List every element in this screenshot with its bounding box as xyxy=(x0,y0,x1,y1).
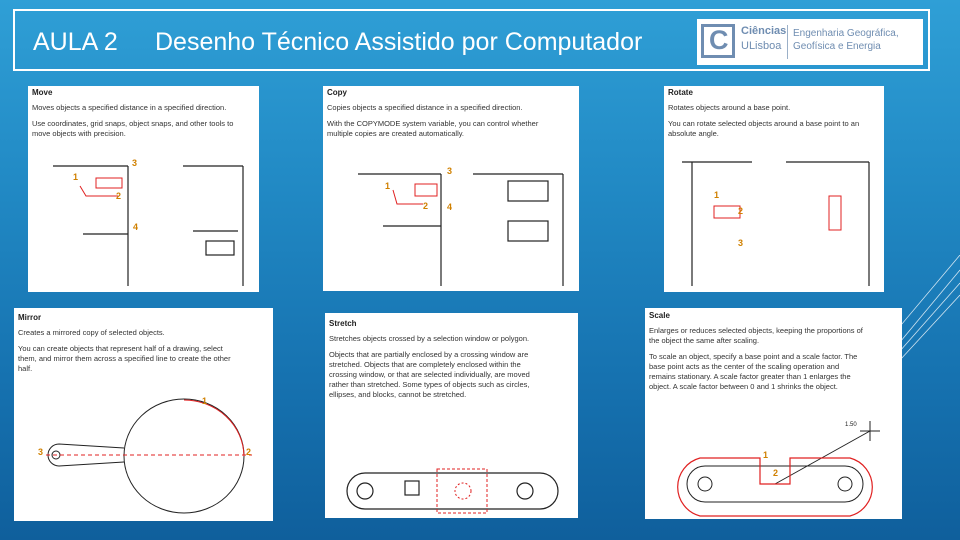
scale-description: Enlarges or reduces selected objects, keeping the proportions of the object the same after scaling. To scale an object, specify a base point and a scale factor. The base point acts as the center of the scaling operation and remains stationary. A scale factor greater than 1 enlarges the object. A scale factor between 0 and 1 shrinks the object. xyxy=(649,326,863,391)
logo-separator xyxy=(787,25,788,59)
move-title: Move xyxy=(32,88,53,97)
copy-label-2: 2 xyxy=(423,201,429,211)
scale-panel xyxy=(645,308,902,519)
rotate-panel xyxy=(664,86,884,292)
move-label-4: 4 xyxy=(133,222,139,232)
rotate-label-1: 1 xyxy=(714,190,720,200)
mirror-panel xyxy=(14,308,273,521)
move-label-2: 2 xyxy=(116,191,122,201)
move-diagram xyxy=(28,86,259,292)
lesson-label: AULA 2 xyxy=(33,28,118,56)
copy-description: Copies objects a specified distance in a specified direction. With the COPYMODE system variable, you can control whether multiple copies are created automatically. xyxy=(327,103,539,138)
copy-label-4: 4 xyxy=(447,202,453,212)
logo-mark-icon: C xyxy=(701,24,735,58)
logo-line-3: Engenharia Geográfica, xyxy=(793,28,899,39)
move-label-3: 3 xyxy=(132,158,138,168)
copy-label-3: 3 xyxy=(447,166,453,176)
copy-panel xyxy=(323,86,579,291)
rotate-description: Rotates objects around a base point. You can rotate selected objects around a base point to an absolute angle. xyxy=(668,103,860,138)
scale-title: Scale xyxy=(649,311,670,320)
page-title: Desenho Técnico Assistido por Computador xyxy=(155,28,643,56)
copy-label-1: 1 xyxy=(385,181,391,191)
scale-label-2: 2 xyxy=(773,468,779,478)
mirror-label-3: 3 xyxy=(38,447,44,457)
rotate-title: Rotate xyxy=(668,88,693,97)
mirror-title: Mirror xyxy=(18,313,42,322)
rotate-label-2: 2 xyxy=(738,206,744,216)
stretch-description: Stretches objects crossed by a selection window or polygon. Objects that are partially enclosed by a crossing window are stretched. Objects that are completely enclosed within the crossing window, or that are selected individually, are moved rather than stretched. Some types of objects such as circles, ellipses, and blocks, cannot be stretched. xyxy=(329,334,530,399)
move-description: Moves objects a specified distance in a specified direction. Use coordinates, grid snaps, object snaps, and other tools to move objects with precision. xyxy=(32,103,234,138)
logo-line-2: ULisboa xyxy=(741,40,782,52)
ciencias-ulisboa-logo xyxy=(697,19,923,65)
move-panel xyxy=(28,86,259,292)
scale-diagram xyxy=(645,308,902,519)
move-label-1: 1 xyxy=(73,172,79,182)
title-bar xyxy=(13,9,930,71)
scale-label-1: 1 xyxy=(763,450,769,460)
mirror-description: Creates a mirrored copy of selected objects. You can create objects that represent half of a drawing, select them, and mirror them across a specified line to create the other half. xyxy=(18,328,231,373)
stretch-diagram xyxy=(325,313,578,518)
copy-diagram xyxy=(323,86,579,291)
stretch-title: Stretch xyxy=(329,319,357,328)
rotate-label-3: 3 xyxy=(738,238,744,248)
copy-title: Copy xyxy=(327,88,347,97)
mirror-diagram xyxy=(14,308,273,521)
mirror-label-1: 1 xyxy=(202,396,208,406)
rotate-diagram xyxy=(664,86,884,292)
scale-factor-text: 1.50 xyxy=(845,422,857,428)
stretch-panel xyxy=(325,313,578,518)
logo-line-4: Geofísica e Energia xyxy=(793,41,881,52)
logo-line-1: Ciências xyxy=(741,25,787,37)
mirror-label-2: 2 xyxy=(246,447,252,457)
